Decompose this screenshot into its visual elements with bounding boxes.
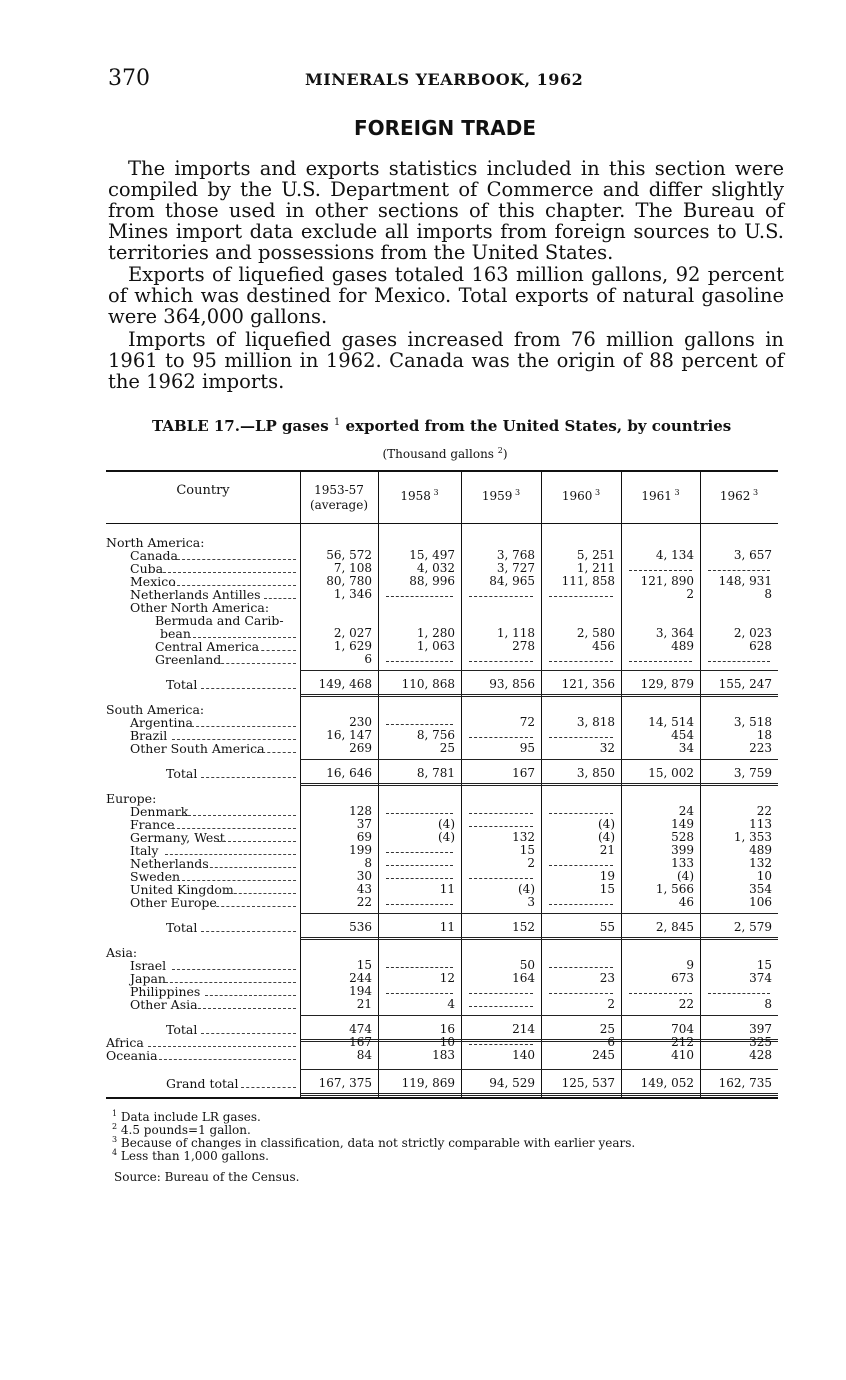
table-cell: 3, 818 [576, 715, 615, 729]
empty-cell-dash [549, 813, 613, 814]
row-leader [172, 828, 296, 829]
table-cell: 374 [749, 971, 772, 985]
table-cell: 2 [607, 997, 615, 1011]
empty-cell-dash [386, 852, 453, 853]
empty-cell-dash [386, 878, 453, 879]
row-label: Oceania [106, 1048, 158, 1063]
row-label: North America: [106, 535, 205, 550]
empty-cell-dash [549, 596, 613, 597]
table-cell: 244 [349, 971, 372, 985]
table-cell: 194 [349, 984, 372, 998]
footnote-mark: 4 [112, 1148, 118, 1157]
column-header-label: 1960 [561, 489, 593, 503]
table-cell: 16 [439, 1022, 455, 1036]
row-leader [172, 969, 296, 970]
table-cell: (4) [677, 869, 694, 883]
table-cell: 23 [599, 971, 615, 985]
column-header-label: 1953-57 [314, 483, 364, 497]
table-cell: 19 [599, 869, 615, 883]
table-cell: 8 [364, 856, 372, 870]
source-note: Source: Bureau of the Census. [114, 1170, 300, 1184]
total-rule [300, 759, 778, 760]
footnote-text: Data include LR gases. [117, 1110, 261, 1124]
table-cell: 113 [749, 817, 772, 831]
table-cell: 1, 566 [655, 882, 694, 896]
table-cell: 16, 646 [326, 766, 372, 780]
total-double-rule [300, 783, 778, 786]
row-label: Total [166, 920, 198, 935]
table-cell: 673 [671, 971, 694, 985]
table-units [0, 446, 846, 461]
table-cell: 121, 356 [561, 677, 615, 691]
empty-cell-dash [386, 724, 453, 725]
table-cell: 50 [519, 958, 535, 972]
table-cell: 69 [356, 830, 372, 844]
table-cell: (4) [518, 882, 535, 896]
row-leader [201, 1033, 296, 1034]
column-header [300, 483, 378, 513]
row-label: Total [166, 1022, 198, 1037]
table-cell: 1, 063 [416, 639, 455, 653]
empty-cell-dash [549, 904, 613, 905]
running-title: MINERALS YEARBOOK, 1962 [305, 70, 584, 89]
empty-cell-dash [469, 993, 533, 994]
row-label: Other South America [130, 741, 265, 756]
table-cell: 10 [439, 1035, 455, 1049]
row-label: bean [160, 626, 191, 641]
table-cell: 8 [764, 587, 772, 601]
table-cell: 18 [756, 728, 772, 742]
paragraph-2: Exports of liquefied gases totaled 163 million gallons, 92 percent of which was destined for Mexico. Total exports of natural gasoline were 364,000 gallons. [108, 263, 784, 328]
row-leader [148, 1046, 296, 1047]
row-label: Asia: [106, 945, 138, 960]
table-cell: 3, 727 [496, 561, 535, 575]
row-leader [205, 867, 296, 868]
section-title: FOREIGN TRADE [353, 116, 537, 140]
row-leader [191, 726, 296, 727]
table-cell: 428 [749, 1048, 772, 1062]
empty-cell-dash [549, 737, 613, 738]
table-cell: 2, 579 [733, 920, 772, 934]
table-cell: 111, 858 [561, 574, 615, 588]
table-cell: 56, 572 [326, 548, 372, 562]
column-header-sub: (average) [309, 498, 369, 512]
footnote-text: 4.5 pounds=1 gallon. [117, 1123, 251, 1137]
row-leader [198, 1008, 296, 1009]
table-cell: 167 [512, 766, 535, 780]
row-leader [201, 688, 296, 689]
table-cell: 94, 529 [489, 1076, 535, 1090]
table-cell: 34 [678, 741, 694, 755]
table-cell: 1, 346 [333, 587, 372, 601]
row-leader [241, 1087, 296, 1088]
table-title-suffix: exported from the United States, by countries [340, 417, 732, 435]
table-cell: 11 [439, 882, 455, 896]
table-cell: 8, 781 [416, 766, 455, 780]
table-cell: 15 [756, 958, 772, 972]
table-cell: 72 [519, 715, 535, 729]
table-cell: 133 [671, 856, 694, 870]
row-leader [205, 995, 296, 996]
row-leader [201, 777, 296, 778]
empty-cell-dash [549, 967, 613, 968]
table-cell: 6 [607, 1035, 615, 1049]
table-cell: 15 [599, 882, 615, 896]
table-cell: 95 [519, 741, 535, 755]
table-cell: 3, 518 [733, 715, 772, 729]
column-header-note: 3 [592, 488, 601, 497]
empty-cell-dash [469, 878, 533, 879]
row-label: Central America [155, 639, 260, 654]
table-cell: 125, 537 [561, 1076, 615, 1090]
table-cell: 456 [592, 639, 615, 653]
row-label: Italy [130, 843, 159, 858]
table-cell: 354 [749, 882, 772, 896]
row-label: Other Europe [130, 895, 217, 910]
country-header: Country [176, 483, 230, 498]
empty-cell-dash [386, 967, 453, 968]
empty-cell-dash [386, 993, 453, 994]
table-cell: 489 [671, 639, 694, 653]
column-header-label: 1958 [400, 489, 431, 503]
table-cell: 245 [592, 1048, 615, 1062]
empty-cell-dash [469, 661, 533, 662]
table-cell: 149, 052 [640, 1076, 694, 1090]
row-leader [172, 739, 296, 740]
table-cell: 4, 134 [655, 548, 694, 562]
table-cell: 528 [671, 830, 694, 844]
total-rule [300, 1015, 778, 1016]
table-top-rule [106, 470, 778, 472]
empty-cell-dash [549, 661, 613, 662]
row-leader [216, 663, 296, 664]
row-label: Greenland [155, 652, 222, 667]
table-cell: 155, 247 [718, 677, 772, 691]
table-cell: 162, 735 [718, 1076, 772, 1090]
row-label: Other Asia [130, 997, 198, 1012]
units-text: (Thousand gallons [382, 447, 498, 461]
table-bottom-rule [106, 1097, 778, 1099]
empty-cell-dash [469, 826, 533, 827]
row-leader [154, 1059, 296, 1060]
empty-cell-dash [469, 1006, 533, 1007]
table-cell: 149 [671, 817, 694, 831]
units-close: ) [502, 447, 508, 461]
table-cell: 8, 756 [416, 728, 455, 742]
table-title [152, 417, 731, 435]
table-cell: 15 [356, 958, 372, 972]
table-title-prefix: TABLE 17.—LP gases [152, 417, 329, 435]
row-label: Netherlands Antilles [130, 587, 261, 602]
table-cell: 129, 879 [640, 677, 694, 691]
table-cell: 84 [356, 1048, 372, 1062]
table-cell: 6 [364, 652, 372, 666]
table-cell: 474 [349, 1022, 372, 1036]
row-leader [165, 854, 296, 855]
table-cell: 22 [678, 997, 694, 1011]
table-cell: 5, 251 [576, 548, 615, 562]
row-label: Total [166, 766, 198, 781]
row-label: Bermuda and Carib- [155, 613, 284, 628]
row-label: Cuba [130, 561, 164, 576]
table-cell: 22 [356, 895, 372, 909]
table-cell: (4) [598, 830, 615, 844]
row-label: Japan [130, 971, 166, 986]
table-cell: 32 [599, 741, 615, 755]
table-cell: 9 [686, 958, 694, 972]
row-leader [172, 559, 296, 560]
table-cell: 84, 965 [489, 574, 535, 588]
table-cell: 3, 364 [655, 626, 694, 640]
row-leader [264, 598, 296, 599]
table-cell: 199 [349, 843, 372, 857]
row-label: Africa [106, 1035, 144, 1050]
table-cell: 106 [749, 895, 772, 909]
table-cell: 25 [439, 741, 455, 755]
table-cell: 37 [356, 817, 372, 831]
column-header-note: 3 [430, 488, 439, 497]
row-label: United Kingdom [130, 882, 234, 897]
table-cell: 16, 147 [326, 728, 372, 742]
table-cell: 214 [512, 1022, 535, 1036]
column-header-note: 3 [750, 488, 759, 497]
row-label: Total [166, 677, 198, 692]
table-cell: 3, 850 [576, 766, 615, 780]
table-cell: 7, 108 [333, 561, 372, 575]
table-cell: 21 [599, 843, 615, 857]
table-cell: 21 [356, 997, 372, 1011]
column-header [378, 485, 461, 504]
row-label: Philippines [130, 984, 201, 999]
table-cell: 399 [671, 843, 694, 857]
table-cell: 148, 931 [718, 574, 772, 588]
table-cell: 132 [512, 830, 535, 844]
table-cell: 212 [671, 1035, 694, 1049]
table-cell: 223 [749, 741, 772, 755]
empty-cell-dash [629, 661, 692, 662]
table-cell: 1, 353 [733, 830, 772, 844]
footnote-text: Because of changes in classification, data not strictly comparable with earlier years. [117, 1136, 636, 1150]
table-cell: 8 [764, 997, 772, 1011]
empty-cell-dash [549, 993, 613, 994]
table-cell: 11 [439, 920, 455, 934]
table-cell: 46 [678, 895, 694, 909]
column-header-note: 3 [671, 488, 680, 497]
table-cell: 2, 580 [576, 626, 615, 640]
row-leader [211, 906, 296, 907]
table-cell: 628 [749, 639, 772, 653]
table-cell: 278 [512, 639, 535, 653]
row-leader [201, 931, 296, 932]
empty-cell-dash [629, 570, 692, 571]
table-cell: 152 [512, 920, 535, 934]
table-cell: 410 [671, 1048, 694, 1062]
row-leader [165, 982, 296, 983]
total-rule [300, 670, 778, 671]
empty-cell-dash [708, 570, 770, 571]
row-leader [172, 585, 296, 586]
row-leader [172, 880, 296, 881]
row-label: Canada [130, 548, 178, 563]
row-leader [256, 650, 296, 651]
table-cell: 3, 759 [733, 766, 772, 780]
empty-cell-dash [629, 993, 692, 994]
table-cell: 24 [678, 804, 694, 818]
row-label: France [130, 817, 175, 832]
row-leader [224, 893, 296, 894]
table-cell: 15, 002 [648, 766, 694, 780]
empty-cell-dash [469, 813, 533, 814]
row-label: Denmark [130, 804, 189, 819]
table-cell: 88, 996 [409, 574, 455, 588]
table-cell: 1, 211 [576, 561, 615, 575]
column-header-label: 1961 [641, 489, 672, 503]
column-header-note: 3 [512, 488, 521, 497]
row-label: Sweden [130, 869, 181, 884]
table-cell: 4 [447, 997, 455, 1011]
empty-cell-dash [469, 737, 533, 738]
table-cell: 30 [356, 869, 372, 883]
empty-cell-dash [386, 813, 453, 814]
column-header [621, 485, 700, 504]
empty-cell-dash [386, 596, 453, 597]
empty-cell-dash [386, 661, 453, 662]
table-cell: 489 [749, 843, 772, 857]
total-double-rule [300, 1093, 778, 1096]
row-label: Israel [130, 958, 167, 973]
table-cell: (4) [438, 830, 455, 844]
table-cell: 15 [519, 843, 535, 857]
row-leader [257, 752, 296, 753]
table-cell: 2 [686, 587, 694, 601]
row-label: Germany, West [130, 830, 225, 845]
empty-cell-dash [708, 661, 770, 662]
footnote-text: Less than 1,000 gallons. [117, 1149, 269, 1163]
empty-cell-dash [708, 993, 770, 994]
row-label: Argentina [130, 715, 193, 730]
row-leader [218, 841, 296, 842]
table-cell: 80, 780 [326, 574, 372, 588]
row-leader [178, 815, 296, 816]
total-double-rule [300, 694, 778, 697]
table-cell: 12 [439, 971, 455, 985]
column-header [700, 485, 778, 504]
total-rule [300, 1069, 778, 1070]
table-cell: 1, 629 [333, 639, 372, 653]
table-cell: 269 [349, 741, 372, 755]
page-number: 370 [108, 66, 150, 91]
table-cell: 3, 657 [733, 548, 772, 562]
empty-cell-dash [549, 865, 613, 866]
table-cell: 121, 890 [640, 574, 694, 588]
table-cell: 10 [756, 869, 772, 883]
empty-cell-dash [386, 865, 453, 866]
table-cell: 140 [512, 1048, 535, 1062]
table-cell: 2, 023 [733, 626, 772, 640]
table-cell: 128 [349, 804, 372, 818]
row-label: Grand total [166, 1076, 239, 1091]
table-cell: 397 [749, 1022, 772, 1036]
empty-cell-dash [469, 596, 533, 597]
table-cell: 4, 032 [416, 561, 455, 575]
table-cell: 164 [512, 971, 535, 985]
table-cell: 2, 027 [333, 626, 372, 640]
paragraph-1: The imports and exports statistics included in this section were compiled by the U.S. Department of Commerce and differ slightly from those used in other sections of this chapter. The Bureau of Mines import data exclude all imports from foreign sources to U.S. territories and possessions from the United States. [108, 157, 784, 264]
table-cell: 25 [599, 1022, 615, 1036]
table-cell: 93, 856 [489, 677, 535, 691]
empty-cell-dash [386, 904, 453, 905]
table-cell: 15, 497 [409, 548, 455, 562]
row-label: Netherlands [130, 856, 209, 871]
row-leader [188, 637, 296, 638]
table-cell: 14, 514 [648, 715, 694, 729]
empty-cell-dash [469, 1044, 533, 1045]
column-header [541, 485, 621, 504]
row-label: Europe: [106, 791, 157, 806]
paragraph-3: Imports of liquefied gases increased from 76 million gallons in 1961 to 95 million in 1962. Canada was the origin of 88 percent of the 1962 imports. [108, 328, 784, 393]
table-cell: 119, 869 [401, 1076, 455, 1090]
table-cell: 230 [349, 715, 372, 729]
table-cell: (4) [438, 817, 455, 831]
table-cell: 704 [671, 1022, 694, 1036]
table-cell: 536 [349, 920, 372, 934]
footnote-mark: 3 [112, 1135, 118, 1144]
table-cell: 2 [527, 856, 535, 870]
table-cell: 43 [356, 882, 372, 896]
column-header [461, 485, 541, 504]
row-label: Brazil [130, 728, 168, 743]
table-cell: 183 [432, 1048, 455, 1062]
total-rule [300, 913, 778, 914]
table-cell: 55 [599, 920, 615, 934]
table-header-rule [106, 523, 778, 524]
table-cell: (4) [598, 817, 615, 831]
footnote [112, 1146, 269, 1163]
table-cell: 3 [527, 895, 535, 909]
table-cell: 3, 768 [496, 548, 535, 562]
row-label: Mexico [130, 574, 176, 589]
table-cell: 2, 845 [655, 920, 694, 934]
column-header-label: 1959 [481, 489, 513, 503]
row-leader [158, 572, 296, 573]
units-note: 2 [497, 446, 503, 455]
row-label: South America: [106, 702, 205, 717]
table-cell: 167, 375 [318, 1076, 372, 1090]
table-cell: 1, 280 [416, 626, 455, 640]
table-cell: 110, 868 [401, 677, 455, 691]
column-header-label: 1962 [719, 489, 751, 503]
footnote-mark: 1 [112, 1109, 118, 1118]
table-cell: 454 [671, 728, 694, 742]
total-double-rule [300, 937, 778, 940]
table-cell: 22 [756, 804, 772, 818]
table-title-note: 1 [333, 417, 341, 428]
footnote-mark: 2 [112, 1122, 118, 1131]
table-cell: 1, 118 [496, 626, 535, 640]
table-cell: 167 [349, 1035, 372, 1049]
table-cell: 149, 468 [318, 677, 372, 691]
table-cell: 132 [749, 856, 772, 870]
row-label: Other North America: [130, 600, 270, 615]
table-cell: 325 [749, 1035, 772, 1049]
